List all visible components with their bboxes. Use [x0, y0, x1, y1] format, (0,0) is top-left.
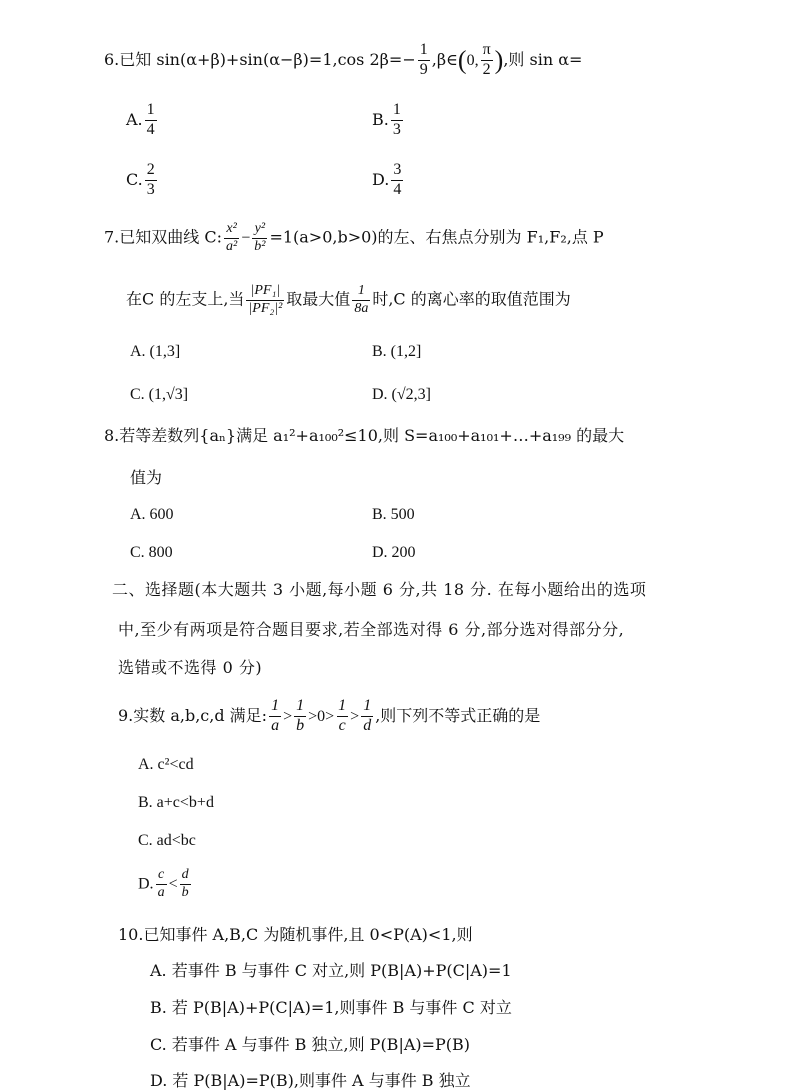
- fraction: $\frac{\pi}{2}$: [482, 41, 491, 78]
- interval-text: 0,: [466, 51, 479, 69]
- question-number: 8.: [104, 426, 120, 445]
- question-8-line-2: 值为: [130, 468, 163, 487]
- question-text: 已知双曲线 C:: [119, 227, 222, 247]
- section-heading-line-3: 选错或不选得 0 分): [118, 658, 263, 677]
- option-label: D.: [138, 875, 154, 893]
- option-a[interactable]: A. c²<cd: [138, 756, 194, 773]
- minus-sign: −: [241, 229, 251, 247]
- option-c[interactable]: C. ad<bc: [138, 832, 196, 849]
- question-7-stem: [104, 222, 604, 254]
- question-7-line-2: [126, 284, 571, 316]
- fraction: $\frac{\text{|PF₁|}}{\text{|PF₂|²}}$: [248, 283, 283, 316]
- option-label: C.: [126, 169, 143, 189]
- option-d[interactable]: D. 若 P(B|A)=P(B),则事件 A 与事件 B 独立: [150, 1071, 471, 1090]
- fraction: $\frac{1}{9}$: [419, 41, 428, 78]
- inequality-sign: >: [283, 707, 293, 725]
- question-text: 取最大值: [286, 289, 351, 309]
- fraction: $\frac{1}{d}$: [363, 697, 372, 734]
- option-a[interactable]: [126, 102, 159, 139]
- option-label: D.: [372, 169, 390, 189]
- option-d[interactable]: [138, 868, 193, 900]
- fraction: $\frac{d}{b}$: [181, 867, 189, 900]
- option-c[interactable]: C. 若事件 A 与事件 B 独立,则 P(B|A)=P(B): [150, 1035, 471, 1054]
- option-b[interactable]: B. a+c<b+d: [138, 794, 214, 811]
- section-heading-line-2: 中,至少有两项是符合题目要求,若全部选对得 6 分,部分选对得部分分,: [118, 620, 625, 639]
- question-10-stem: 10.已知事件 A,B,C 为随机事件,且 0<P(A)<1,则: [118, 925, 473, 944]
- right-paren: ): [494, 45, 504, 75]
- section-heading-line-1: 二、选择题(本大题共 3 小题,每小题 6 分,共 18 分. 在每小题给出的选项: [112, 580, 647, 599]
- fraction: $\frac{\text{x²}}{\text{a²}}$: [226, 221, 238, 254]
- left-paren: (: [457, 45, 467, 75]
- option-b[interactable]: [372, 102, 405, 139]
- option-c[interactable]: C. 800: [130, 544, 173, 561]
- option-b[interactable]: B. (1,2]: [372, 343, 422, 360]
- question-6-stem: [104, 42, 582, 79]
- question-9-stem: [118, 698, 540, 735]
- fraction: $\frac{1}{a}$: [271, 697, 280, 734]
- fraction: $\frac{1}{b}$: [296, 697, 305, 734]
- fraction: $\frac{1}{4}$: [146, 101, 155, 138]
- fraction: $\frac{1}{8a}$: [354, 283, 369, 316]
- question-number: 6.: [104, 49, 120, 69]
- question-number: 9.: [118, 705, 134, 725]
- fraction: $\frac{\text{y²}}{\text{b²}}$: [254, 221, 266, 254]
- option-a[interactable]: A. 若事件 B 与事件 C 对立,则 P(B|A)+P(C|A)=1: [150, 961, 512, 980]
- inequality-sign: >0>: [308, 707, 335, 725]
- option-d[interactable]: D. (√2,3]: [372, 386, 431, 403]
- option-c[interactable]: [126, 162, 159, 199]
- fraction: $\frac{2}{3}$: [146, 161, 155, 198]
- inequality-sign: >: [350, 707, 360, 725]
- option-d[interactable]: [372, 162, 405, 199]
- question-text: 实数 a,b,c,d 满足:: [133, 705, 268, 725]
- fraction: $\frac{3}{4}$: [393, 161, 402, 198]
- question-text: =1(a>0,b>0)的左、右焦点分别为 F₁,F₂,点 P: [269, 227, 604, 247]
- option-b[interactable]: B. 500: [372, 506, 415, 523]
- question-8-stem: [104, 428, 624, 444]
- question-text: ,β∈: [431, 49, 458, 69]
- question-text: 若等差数列{aₙ}满足 a₁²+a₁₀₀²≤10,则 S=a₁₀₀+a₁₀₁+…+a₁₉₉ 的最大: [119, 426, 625, 445]
- option-a[interactable]: A. (1,3]: [130, 343, 181, 360]
- fraction: $\frac{1}{3}$: [392, 101, 401, 138]
- inequality-sign: <: [168, 875, 178, 893]
- option-a[interactable]: A. 600: [130, 506, 174, 523]
- option-label: A.: [126, 109, 143, 129]
- fraction: $\frac{c}{a}$: [157, 867, 165, 900]
- question-text: 在C 的左支上,当: [126, 289, 245, 309]
- question-text: 时,C 的离心率的取值范围为: [372, 289, 571, 309]
- question-text: ,则 sin α=: [503, 49, 583, 69]
- option-label: B.: [372, 109, 389, 129]
- option-d[interactable]: D. 200: [372, 544, 416, 561]
- question-text: ,则下列不等式正确的是: [375, 705, 541, 725]
- option-b[interactable]: B. 若 P(B|A)+P(C|A)=1,则事件 B 与事件 C 对立: [150, 998, 512, 1017]
- fraction: $\frac{1}{c}$: [338, 697, 347, 734]
- question-number: 7.: [104, 227, 120, 247]
- option-c[interactable]: C. (1,√3]: [130, 386, 189, 403]
- question-text: 已知 sin(α+β)+sin(α−β)=1,cos 2β=−: [119, 49, 416, 69]
